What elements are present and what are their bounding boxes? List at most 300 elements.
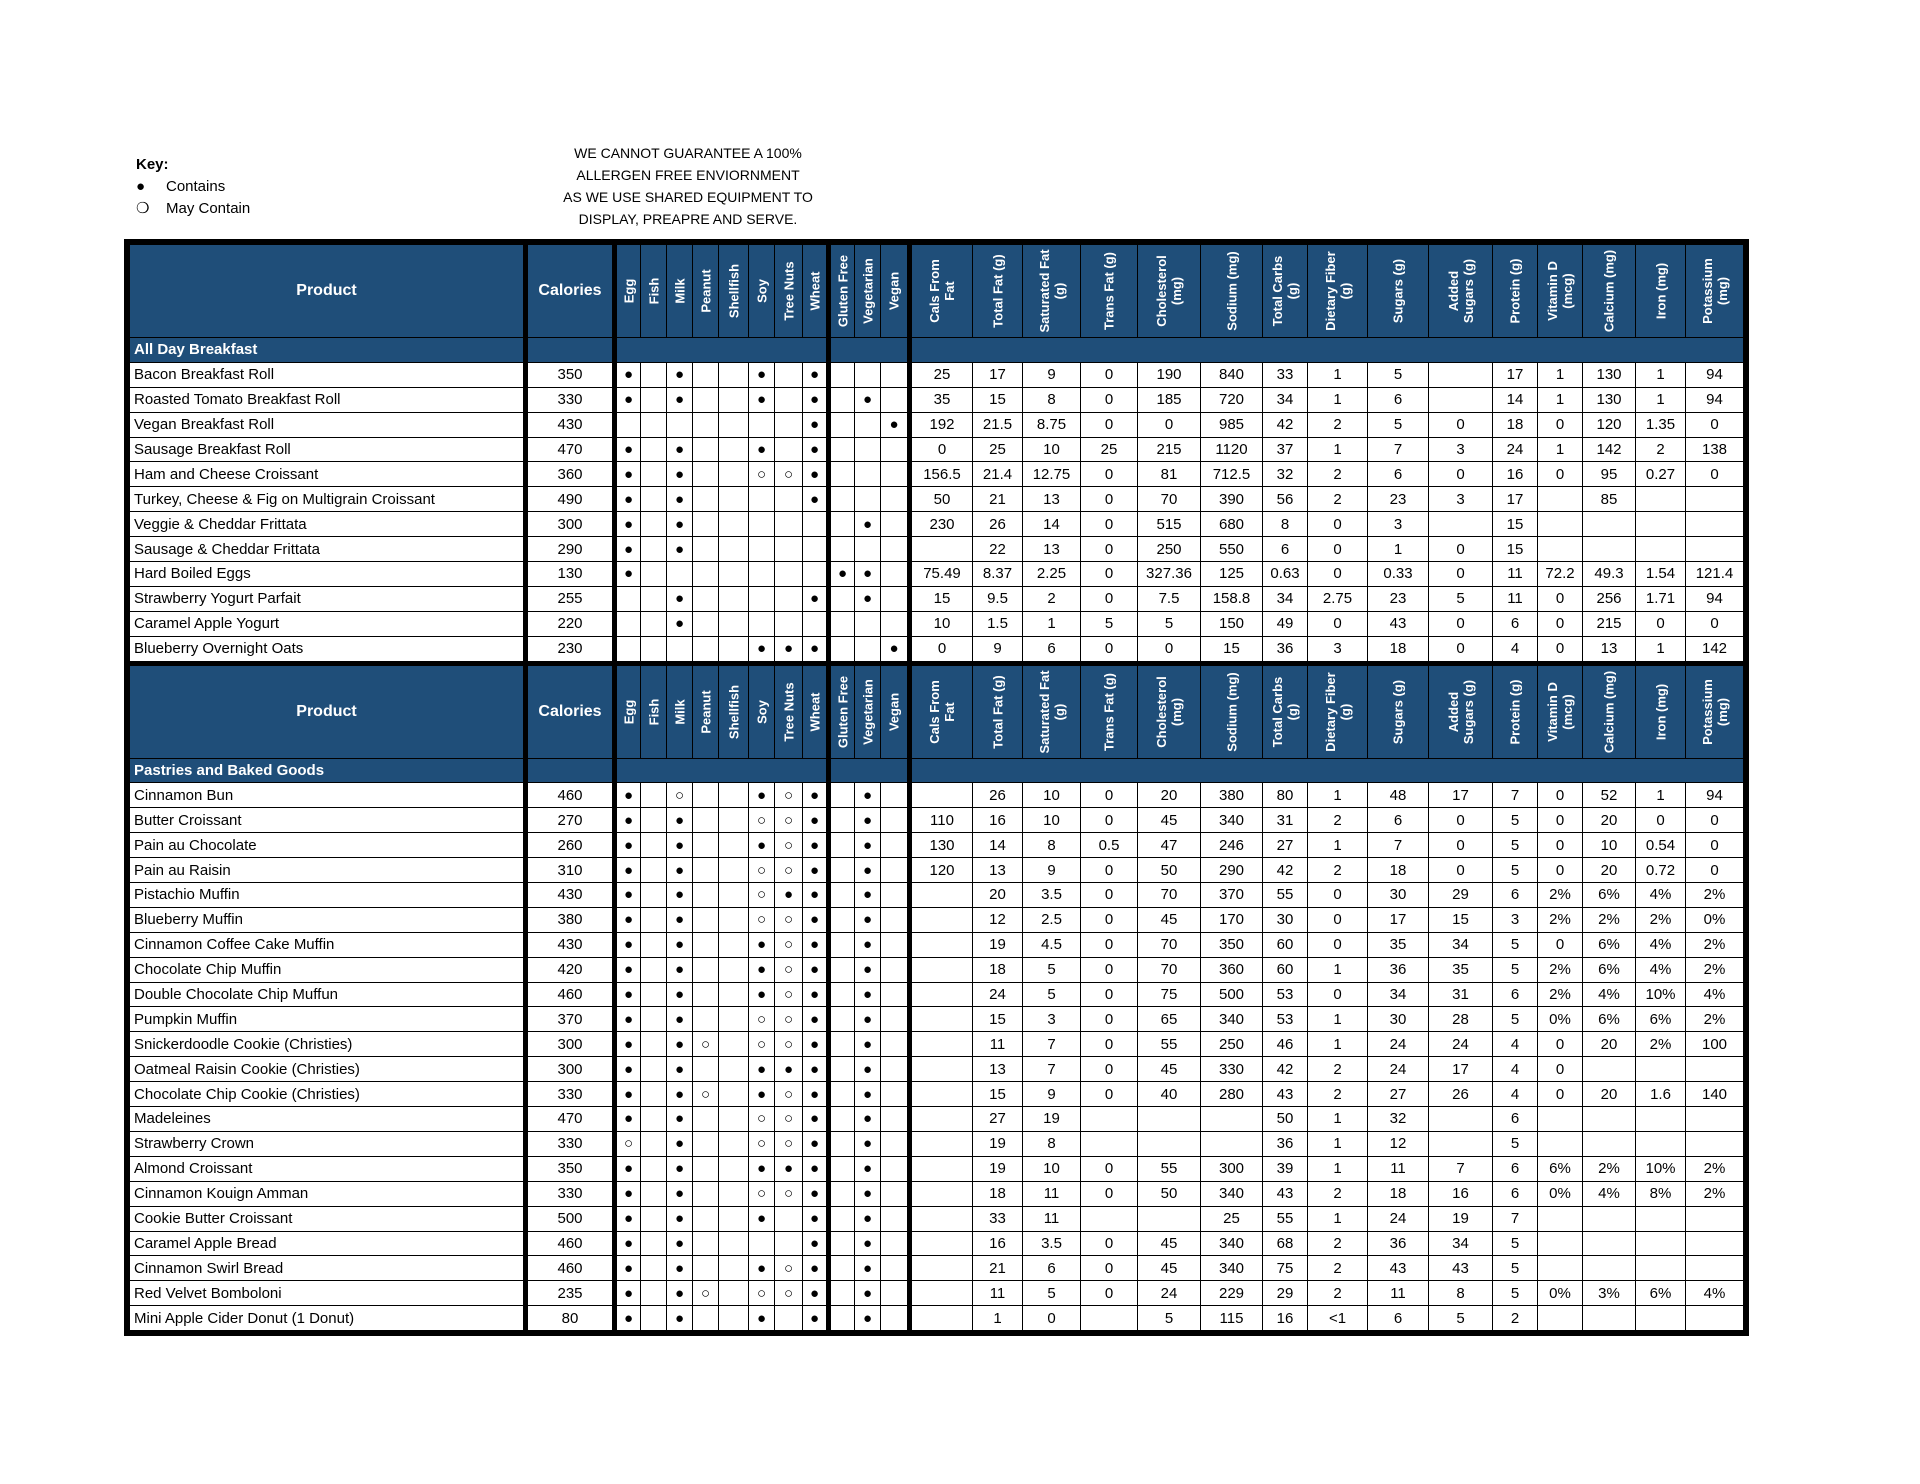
allergen-cell: ● — [775, 636, 803, 663]
nutrient-value: 42 — [1263, 1057, 1308, 1082]
nutrient-value: 94 — [1686, 362, 1744, 387]
allergen-cell: ● — [803, 883, 829, 908]
diet-cell: ● — [881, 412, 910, 437]
nutrient-value: 32 — [1263, 462, 1308, 487]
nutrient-value: 0 — [1308, 907, 1368, 932]
nutrient-value: 17 — [973, 362, 1023, 387]
nutrient-value: 35 — [1429, 957, 1493, 982]
allergen-cell — [641, 1057, 667, 1082]
nutrient-value: 14 — [973, 833, 1023, 858]
table-row — [130, 1057, 1744, 1082]
nutrient-value: 6 — [1023, 636, 1081, 663]
allergen-cell — [641, 932, 667, 957]
column-header-product: Product — [130, 245, 526, 338]
allergen-cell: ● — [803, 487, 829, 512]
allergen-cell: ● — [667, 932, 693, 957]
nutrient-value: 30 — [1368, 1007, 1429, 1032]
nutrient-value: 2% — [1538, 982, 1583, 1007]
allergen-cell — [641, 1306, 667, 1331]
allergen-cell — [693, 487, 719, 512]
column-header-label: Saturated Fat (g) — [1036, 249, 1067, 333]
allergen-cell — [775, 562, 803, 587]
nutrient-value: 18 — [1368, 858, 1429, 883]
nutrient-value: 6 — [1493, 1107, 1538, 1132]
allergen-cell — [641, 1156, 667, 1181]
nutrient-value: 0 — [1429, 858, 1493, 883]
allergen-cell — [641, 1131, 667, 1156]
diet-cell — [881, 982, 910, 1007]
nutrient-value — [1583, 1131, 1636, 1156]
allergen-cell — [719, 1206, 749, 1231]
product-name: Chocolate Chip Muffin — [130, 957, 526, 982]
key-may-contain — [136, 198, 250, 220]
calories-value: 260 — [526, 833, 615, 858]
nutrient-value: 4 — [1493, 1082, 1538, 1107]
product-name: Blueberry Overnight Oats — [130, 636, 526, 663]
allergen-cell: ● — [667, 957, 693, 982]
column-header-label: Soy — [754, 279, 769, 303]
nutrient-value: 18 — [973, 957, 1023, 982]
allergen-cell: ○ — [775, 1082, 803, 1107]
nutrient-value: 5 — [1023, 982, 1081, 1007]
nutrient-value: 4% — [1686, 982, 1744, 1007]
nutrient-value: 2.25 — [1023, 562, 1081, 587]
column-header-nutrient — [1686, 245, 1744, 338]
nutrient-value: 0 — [1081, 883, 1138, 908]
nutrient-value — [1583, 537, 1636, 562]
nutrient-value — [1429, 1107, 1493, 1132]
column-header-label: Sugars (g) — [1390, 679, 1406, 744]
product-name: Madeleines — [130, 1107, 526, 1132]
allergen-cell: ● — [615, 387, 641, 412]
column-header-label: Vegan — [886, 271, 902, 311]
allergen-cell — [693, 1156, 719, 1181]
nutrient-value: 24 — [1429, 1032, 1493, 1057]
nutrient-value: 11 — [1368, 1156, 1429, 1181]
product-name: Chocolate Chip Cookie (Christies) — [130, 1082, 526, 1107]
diet-cell — [881, 462, 910, 487]
diet-cell — [881, 1231, 910, 1256]
diet-cell — [881, 833, 910, 858]
nutrient-value: 39 — [1263, 1156, 1308, 1181]
nutrient-value: 26 — [973, 783, 1023, 808]
notice-line: ALLERGEN FREE ENVIORNMENT — [576, 167, 800, 183]
nutrient-value: 0 — [1429, 462, 1493, 487]
allergen-cell — [775, 512, 803, 537]
section-cell — [910, 758, 1744, 783]
diet-cell — [829, 1231, 855, 1256]
allergen-cell: ○ — [775, 808, 803, 833]
allergen-cell: ○ — [749, 1181, 775, 1206]
allergen-cell: ● — [749, 982, 775, 1007]
nutrient-value: 1 — [1308, 1032, 1368, 1057]
nutrient-value: 9 — [1023, 1082, 1081, 1107]
nutrient-value: 60 — [1263, 957, 1308, 982]
nutrient-value: 6 — [1493, 883, 1538, 908]
nutrient-value: 360 — [1201, 957, 1263, 982]
column-header-nutrient — [1636, 245, 1686, 338]
nutrient-value: 1 — [1308, 1107, 1368, 1132]
nutrient-value: 2% — [1686, 1007, 1744, 1032]
allergen-cell: ● — [667, 537, 693, 562]
nutrient-value: 4 — [1493, 1032, 1538, 1057]
nutrient-value: 0 — [1081, 1156, 1138, 1181]
nutrient-value: 1.35 — [1636, 412, 1686, 437]
nutrient-value: 19 — [973, 1131, 1023, 1156]
product-name: Vegan Breakfast Roll — [130, 412, 526, 437]
nutrient-value: 21 — [973, 487, 1023, 512]
nutrient-value — [1686, 1256, 1744, 1281]
allergen-cell — [693, 636, 719, 663]
nutrient-value — [1636, 1256, 1686, 1281]
calories-value: 330 — [526, 387, 615, 412]
allergen-cell: ● — [803, 1206, 829, 1231]
nutrient-value: 120 — [910, 858, 973, 883]
nutrient-value — [910, 1007, 973, 1032]
table-row — [130, 932, 1744, 957]
product-name: Cinnamon Bun — [130, 783, 526, 808]
nutrient-value: 6 — [1493, 1181, 1538, 1206]
nutrient-value: 1 — [1538, 362, 1583, 387]
allergen-cell: ● — [749, 1057, 775, 1082]
nutrient-value: 5 — [1493, 808, 1538, 833]
nutrient-value: 0 — [1538, 1032, 1583, 1057]
nutrient-value: 229 — [1201, 1281, 1263, 1306]
column-header-nutrient — [973, 663, 1023, 758]
nutrient-value: 0 — [1081, 1007, 1138, 1032]
allergen-cell: ● — [667, 1131, 693, 1156]
diet-cell — [829, 1306, 855, 1331]
nutrient-value: 0 — [1636, 808, 1686, 833]
nutrient-value: 2.5 — [1023, 907, 1081, 932]
table-row — [130, 883, 1744, 908]
nutrient-value: 4% — [1583, 982, 1636, 1007]
nutrient-value: 250 — [1138, 537, 1201, 562]
nutrient-value: 0 — [1081, 1181, 1138, 1206]
diet-cell — [881, 1082, 910, 1107]
nutrient-value: 0 — [1686, 833, 1744, 858]
allergen-cell — [719, 1181, 749, 1206]
nutrient-value: 0.63 — [1263, 562, 1308, 587]
product-name: Strawberry Yogurt Parfait — [130, 586, 526, 611]
nutrient-value: 156.5 — [910, 462, 973, 487]
nutrient-value: 17 — [1429, 1057, 1493, 1082]
allergen-cell: ● — [667, 1156, 693, 1181]
diet-cell — [855, 462, 881, 487]
nutrient-value: 18 — [973, 1181, 1023, 1206]
column-header-label: Sodium (mg) — [1224, 671, 1239, 752]
nutrient-value: 5 — [1493, 932, 1538, 957]
diet-cell — [829, 883, 855, 908]
nutrient-value: 6 — [1263, 537, 1308, 562]
nutrient-value — [1201, 1131, 1263, 1156]
column-header-label: Peanut — [698, 269, 713, 313]
allergen-cell: ● — [749, 1082, 775, 1107]
allergen-cell — [719, 883, 749, 908]
column-header-allergen — [615, 663, 641, 758]
diet-cell — [881, 957, 910, 982]
allergen-cell: ● — [775, 1156, 803, 1181]
allergen-cell — [693, 982, 719, 1007]
nutrient-value: 24 — [973, 982, 1023, 1007]
allergen-cell: ○ — [775, 907, 803, 932]
column-header-label: Protein (g) — [1507, 679, 1523, 745]
allergen-cell: ○ — [667, 783, 693, 808]
allergen-cell — [803, 537, 829, 562]
allergen-cell — [749, 586, 775, 611]
allergen-cell: ● — [667, 833, 693, 858]
nutrient-value: 0 — [1686, 858, 1744, 883]
allergen-cell: ● — [667, 387, 693, 412]
allergen-cell: ○ — [775, 783, 803, 808]
section-cell — [526, 758, 615, 783]
allergen-cell — [719, 783, 749, 808]
nutrient-value: <1 — [1308, 1306, 1368, 1331]
nutrient-value: 0 — [1308, 562, 1368, 587]
allergen-cell — [693, 808, 719, 833]
nutrient-value: 29 — [1429, 883, 1493, 908]
allergen-cell: ● — [803, 858, 829, 883]
nutrition-table — [129, 244, 1744, 1331]
nutrient-value: 55 — [1263, 883, 1308, 908]
nutrient-value: 150 — [1201, 611, 1263, 636]
nutrient-value: 0% — [1686, 907, 1744, 932]
allergen-cell: ● — [803, 636, 829, 663]
nutrient-value: 2% — [1686, 1181, 1744, 1206]
allergen-cell: ● — [615, 537, 641, 562]
allergen-cell: ● — [803, 1156, 829, 1181]
allergen-cell — [719, 1231, 749, 1256]
nutrient-value: 9.5 — [973, 586, 1023, 611]
allergen-cell: ○ — [775, 1181, 803, 1206]
nutrient-value: 3 — [1023, 1007, 1081, 1032]
calories-value: 300 — [526, 512, 615, 537]
column-header-allergen — [775, 245, 803, 338]
diet-cell: ● — [855, 1256, 881, 1281]
nutrient-value: 340 — [1201, 1181, 1263, 1206]
calories-value: 220 — [526, 611, 615, 636]
allergen-cell: ● — [803, 932, 829, 957]
allergen-cell: ● — [615, 858, 641, 883]
nutrient-value: 42 — [1263, 412, 1308, 437]
nutrient-value: 1.6 — [1636, 1082, 1686, 1107]
nutrient-value: 370 — [1201, 883, 1263, 908]
nutrient-value: 10 — [910, 611, 973, 636]
allergen-cell — [693, 1206, 719, 1231]
calories-value: 430 — [526, 883, 615, 908]
nutrient-value: 15 — [973, 387, 1023, 412]
table-row — [130, 487, 1744, 512]
nutrient-value: 20 — [1583, 808, 1636, 833]
nutrient-value: 142 — [1583, 437, 1636, 462]
nutrient-value — [910, 1206, 973, 1231]
nutrient-value: 15 — [1429, 907, 1493, 932]
nutrient-value: 32 — [1368, 1107, 1429, 1132]
nutrient-value: 70 — [1138, 957, 1201, 982]
nutrient-value: 25 — [1081, 437, 1138, 462]
table-row — [130, 562, 1744, 587]
allergen-cell — [641, 362, 667, 387]
nutrient-value: 13 — [1583, 636, 1636, 663]
nutrient-value: 0 — [1081, 562, 1138, 587]
allergen-cell: ● — [615, 1256, 641, 1281]
nutrient-value: 20 — [973, 883, 1023, 908]
allergen-cell — [641, 957, 667, 982]
allergen-cell: ● — [667, 858, 693, 883]
allergen-cell — [667, 636, 693, 663]
allergen-cell: ● — [803, 833, 829, 858]
product-name: Caramel Apple Bread — [130, 1231, 526, 1256]
allergen-cell — [641, 437, 667, 462]
nutrient-value: 31 — [1263, 808, 1308, 833]
nutrient-value: 0 — [1081, 808, 1138, 833]
nutrient-value: 8 — [1263, 512, 1308, 537]
diet-cell — [855, 412, 881, 437]
nutrient-value: 0 — [1138, 412, 1201, 437]
allergen-cell: ● — [667, 1181, 693, 1206]
nutrient-value: 3 — [1368, 512, 1429, 537]
allergen-cell — [775, 611, 803, 636]
nutrient-value: 2 — [1493, 1306, 1538, 1331]
allergen-cell: ● — [803, 1007, 829, 1032]
nutrient-value — [1538, 1206, 1583, 1231]
table-row — [130, 1131, 1744, 1156]
allergen-cell: ● — [615, 1306, 641, 1331]
product-name: Cookie Butter Croissant — [130, 1206, 526, 1231]
nutrient-value: 43 — [1429, 1256, 1493, 1281]
column-header-label: Tree Nuts — [781, 261, 796, 321]
column-header-label: Vegetarian — [860, 258, 875, 324]
column-header-nutrient — [1493, 663, 1538, 758]
table-row — [130, 537, 1744, 562]
nutrient-value: 27 — [1263, 833, 1308, 858]
allergen-cell: ● — [775, 883, 803, 908]
table-row — [130, 907, 1744, 932]
diet-cell: ● — [855, 932, 881, 957]
table-row — [130, 1032, 1744, 1057]
nutrient-value: 11 — [973, 1032, 1023, 1057]
nutrient-value: 34 — [1263, 387, 1308, 412]
nutrient-value: 0 — [1081, 462, 1138, 487]
diet-cell — [829, 833, 855, 858]
nutrient-value: 6 — [1368, 462, 1429, 487]
allergen-cell — [719, 586, 749, 611]
nutrient-value: 0 — [1538, 833, 1583, 858]
allergen-cell — [641, 1082, 667, 1107]
nutrient-value: 10 — [1023, 808, 1081, 833]
column-header-allergen — [693, 245, 719, 338]
nutrient-value: 45 — [1138, 1256, 1201, 1281]
nutrient-value: 3 — [1429, 437, 1493, 462]
diet-cell: ● — [855, 1156, 881, 1181]
nutrient-value: 0.72 — [1636, 858, 1686, 883]
nutrient-value: 75.49 — [910, 562, 973, 587]
column-header-label: Trans Fat (g) — [1101, 672, 1117, 751]
column-header-label: Milk — [672, 698, 687, 725]
diet-cell: ● — [855, 1107, 881, 1132]
diet-cell — [829, 1007, 855, 1032]
allergen-cell — [641, 1256, 667, 1281]
allergen-cell — [719, 1082, 749, 1107]
nutrient-value: 19 — [1023, 1107, 1081, 1132]
nutrient-value: 0 — [1081, 1032, 1138, 1057]
nutrient-value: 0 — [1636, 611, 1686, 636]
allergen-cell: ● — [667, 362, 693, 387]
nutrient-value: 0% — [1538, 1181, 1583, 1206]
allergen-cell: ● — [749, 362, 775, 387]
header-row — [130, 245, 1744, 338]
filled-dot-icon: ● — [136, 178, 146, 195]
allergen-cell: ● — [615, 1281, 641, 1306]
column-header-label: Peanut — [698, 689, 713, 734]
allergen-cell — [641, 858, 667, 883]
nutrient-value — [1583, 1057, 1636, 1082]
nutrient-value: 1 — [1636, 636, 1686, 663]
nutrient-value: 0 — [1686, 611, 1744, 636]
nutrient-value: 24 — [1138, 1281, 1201, 1306]
column-header-diet — [829, 663, 855, 758]
nutrient-value: 60 — [1263, 932, 1308, 957]
nutrient-value: 49 — [1263, 611, 1308, 636]
nutrient-value: 1 — [1538, 437, 1583, 462]
nutrient-value — [1138, 1131, 1201, 1156]
calories-value: 430 — [526, 932, 615, 957]
nutrient-value: 5 — [1368, 412, 1429, 437]
nutrient-value: 7 — [1368, 437, 1429, 462]
nutrient-value: 130 — [1583, 362, 1636, 387]
allergen-cell — [719, 562, 749, 587]
allergen-cell: ○ — [775, 1281, 803, 1306]
allergen-cell: ● — [667, 1082, 693, 1107]
diet-cell: ● — [855, 833, 881, 858]
nutrient-value: 340 — [1201, 1256, 1263, 1281]
diet-cell — [881, 437, 910, 462]
diet-cell — [881, 611, 910, 636]
column-header-label: Tree Nuts — [781, 681, 796, 742]
column-header-allergen — [775, 663, 803, 758]
diet-cell — [881, 1206, 910, 1231]
column-header-diet — [881, 663, 910, 758]
diet-cell: ● — [855, 1181, 881, 1206]
nutrient-value: 9 — [1023, 362, 1081, 387]
nutrient-value: 16 — [973, 808, 1023, 833]
allergen-cell: ● — [749, 387, 775, 412]
nutrient-value: 25 — [1201, 1206, 1263, 1231]
column-header-label: Sodium (mg) — [1224, 251, 1239, 331]
nutrient-value — [1636, 1231, 1686, 1256]
allergen-cell: ● — [667, 462, 693, 487]
diet-cell — [829, 487, 855, 512]
nutrient-value: 0 — [1081, 932, 1138, 957]
nutrient-value: 1 — [973, 1306, 1023, 1331]
diet-cell: ● — [829, 562, 855, 587]
nutrient-value: 43 — [1368, 1256, 1429, 1281]
allergen-cell: ● — [615, 1206, 641, 1231]
nutrient-value: 9 — [1023, 858, 1081, 883]
nutrient-value — [1686, 1057, 1744, 1082]
allergen-cell: ○ — [775, 982, 803, 1007]
column-header-label: Vitamin D (mcg) — [1545, 261, 1575, 321]
nutrient-value: 5 — [1493, 957, 1538, 982]
section-cell — [829, 758, 910, 783]
allergen-cell: ● — [615, 1032, 641, 1057]
diet-cell — [881, 808, 910, 833]
nutrient-value: 0 — [1081, 907, 1138, 932]
nutrient-value — [910, 1057, 973, 1082]
nutrient-value — [1081, 1206, 1138, 1231]
nutrient-value: 24 — [1368, 1032, 1429, 1057]
column-header-label: Total Fat (g) — [990, 254, 1005, 328]
